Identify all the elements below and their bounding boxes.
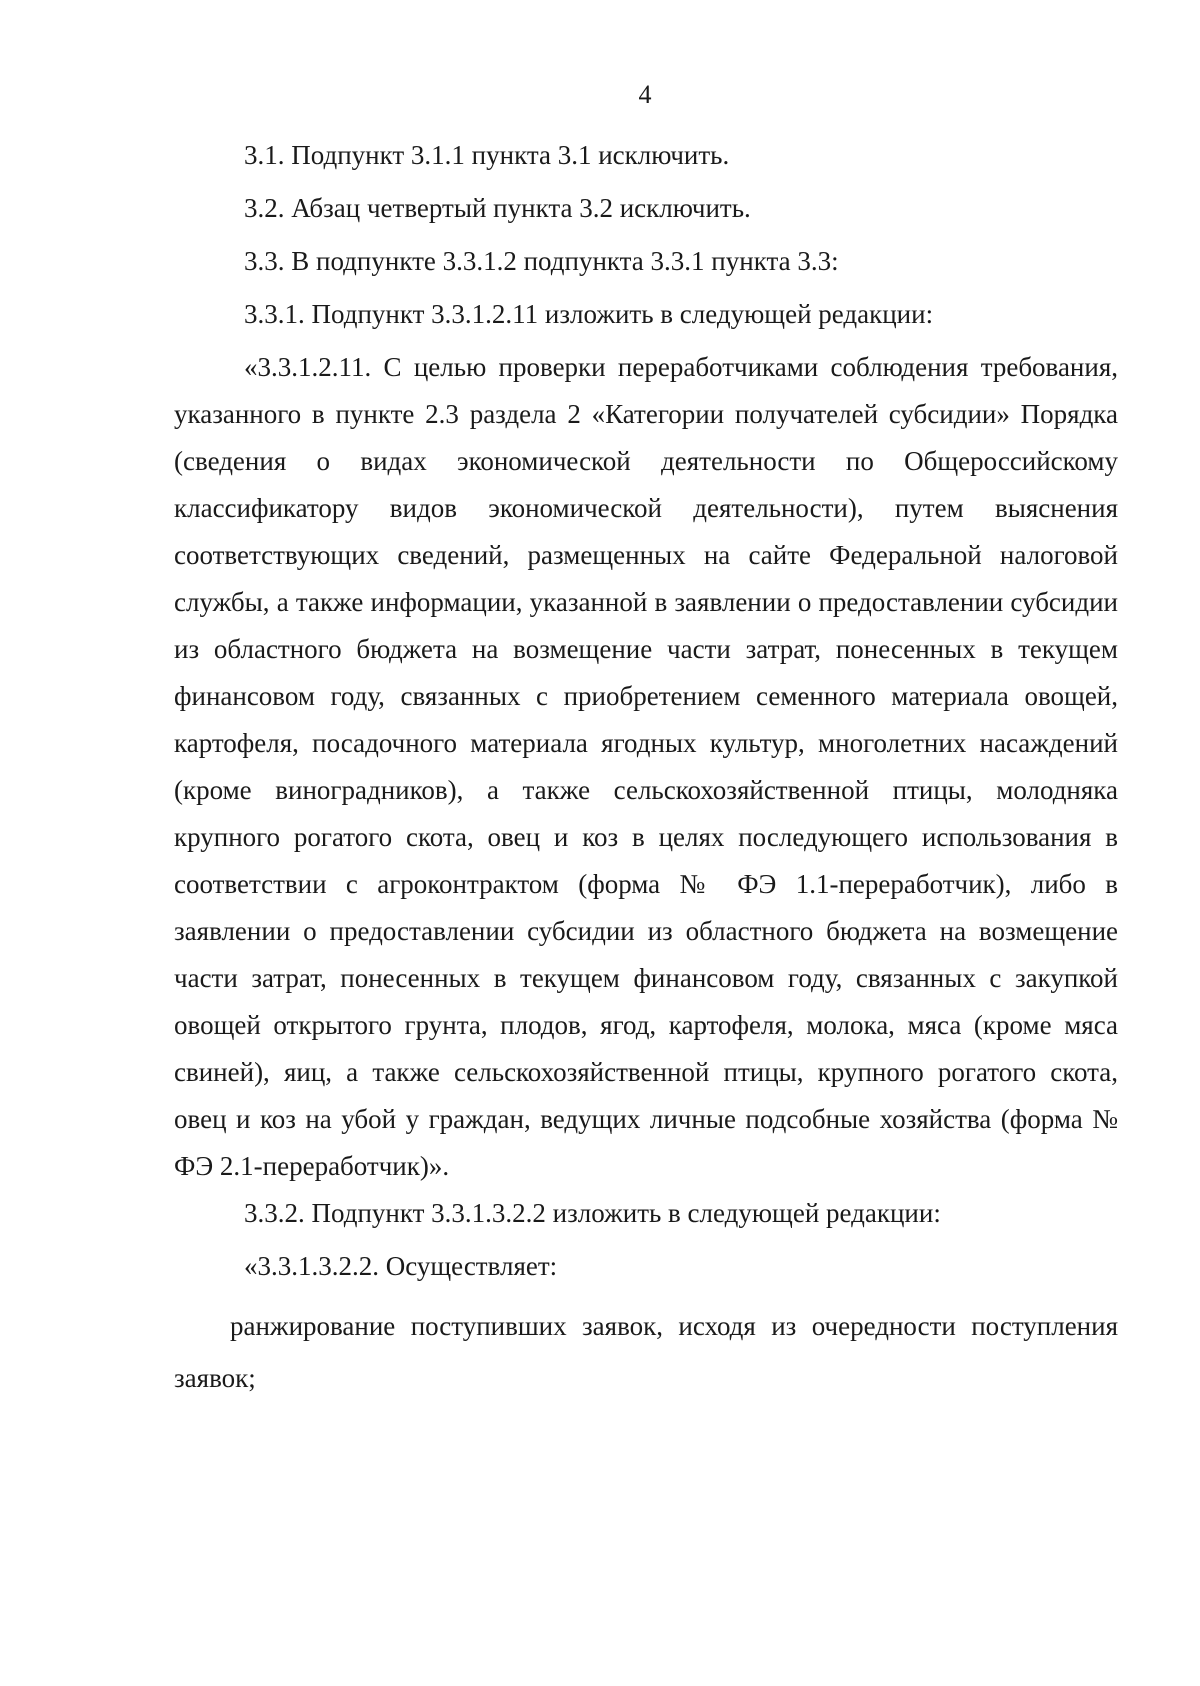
- paragraph-3-3-1-3-2-2: «3.3.1.3.2.2. Осуществляет:: [244, 1251, 558, 1281]
- paragraph-3-2: 3.2. Абзац четвертый пункта 3.2 исключить.: [244, 193, 751, 223]
- paragraph-ranking: ранжирование поступивших заявок, исходя из очередности поступления заявок;: [174, 1311, 1118, 1393]
- paragraph-3-3-1: 3.3.1. Подпункт 3.3.1.2.11 изложить в следующей редакции:: [244, 299, 934, 329]
- paragraph-3-1: 3.1. Подпункт 3.1.1 пункта 3.1 исключить.: [244, 140, 730, 170]
- paragraph-3-3-1-2-11-text: «3.3.1.2.11. С целью проверки переработчиками соблюдения требования, указанного в пункте 2.3 раздела 2 «Категории получателей субсидии» Порядка (сведения о видах экономической деятельности по Общероссийскому классификатору видов экономической деятельности), путем выяснения соответствующих сведений, размещенных на сайте Федеральной налоговой службы, а также информации, указанной в заявлении о предоставлении субсидии из областного бюджета на возмещение части затрат, понесенных в текущем финансовом году, связанных с приобретением семенного материала овощей, картофеля, посадочного материала ягодных культур, многолетних насаждений (кроме виноградников), а также сельскохозяйственной птицы, молодняка крупного рогатого скота, овец и коз в целях последующего использования в соответствии с агроконтрактом (форма № ФЭ 1.1-переработчик), либо в заявлении о предоставлении субсидии из областного бюджета на возмещение части затрат, понесенных в текущем финансовом году, связанных с закупкой овощей открытого грунта, плодов, ягод, картофеля, молока, мяса (кроме мяса свиней), яиц, а также сельскохозяйственной птицы, крупного рогатого скота, овец и коз на убой у граждан, ведущих личные подсобные хозяйства (форма № ФЭ 2.1-переработчик)».: [174, 352, 1118, 1181]
- page-number: 4: [638, 80, 652, 109]
- paragraph-3-3: 3.3. В подпункте 3.3.1.2 подпункта 3.3.1 пункта 3.3:: [244, 246, 839, 276]
- document-body: [174, 132, 1118, 1404]
- paragraph-3-3-2: 3.3.2. Подпункт 3.3.1.3.2.2 изложить в следующей редакции:: [244, 1198, 941, 1228]
